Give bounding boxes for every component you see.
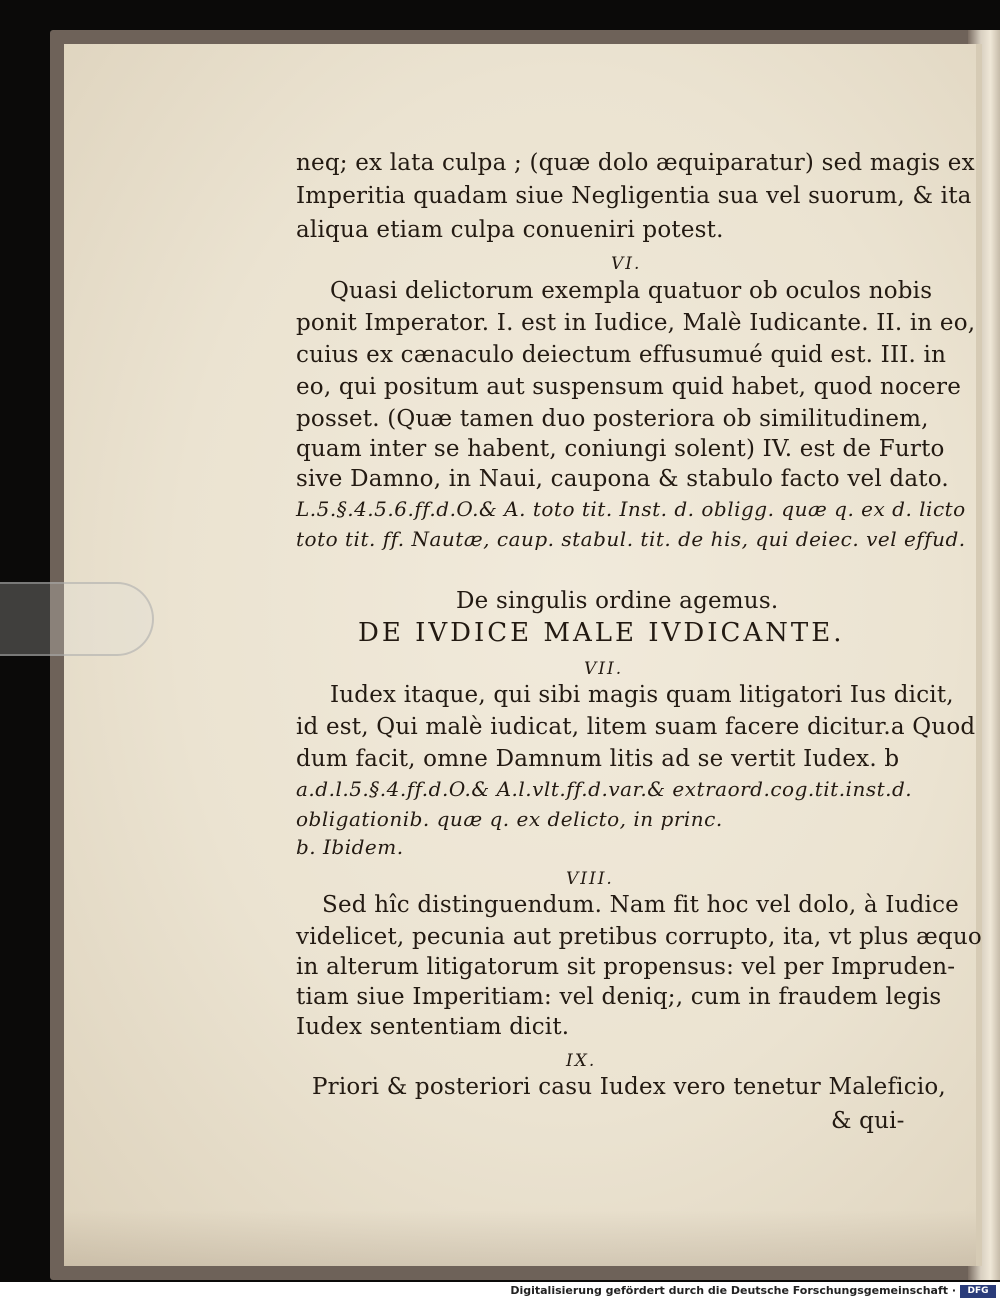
citation-line: obligationib. quæ q. ex delicto, in princ. bbox=[296, 807, 723, 831]
section-number: VII. bbox=[584, 659, 624, 679]
page-shadow bbox=[64, 1210, 976, 1266]
citation-line: a.d.l.5.§.4.ff.d.O.& A.l.vlt.ff.d.var.& extraord.cog.tit.inst.d. bbox=[296, 777, 913, 801]
text-line: dum facit, omne Damnum litis ad se vertit Iudex. b bbox=[296, 746, 900, 772]
text-line: videlicet, pecunia aut pretibus corrupto, ita, vt plus æquo bbox=[296, 924, 982, 950]
text-line: Sed hîc distinguendum. Nam fit hoc vel dolo, à Iudice bbox=[322, 892, 959, 918]
citation-line: toto tit. ff. Nautæ, caup. stabul. tit. de his, qui deiec. vel effud. bbox=[296, 527, 966, 551]
citation-line: L.5.§.4.5.6.ff.d.O.& A. toto tit. Inst. d. obligg. quæ q. ex d. licto bbox=[296, 497, 966, 521]
section-number: VI. bbox=[611, 254, 642, 274]
catchword: & qui- bbox=[831, 1108, 905, 1134]
text-line: posset. (Quæ tamen duo posteriora ob similitudinem, bbox=[296, 406, 929, 432]
text-line: ponit Imperator. I. est in Iudice, Malè Iudicante. II. in eo, bbox=[296, 310, 976, 336]
text-line: id est, Qui malè iudicat, litem suam facere dicitur.a Quod bbox=[296, 714, 976, 740]
section-number: IX. bbox=[566, 1051, 597, 1071]
text-line: Imperitia quadam siue Negligentia sua vel suorum, & ita bbox=[296, 183, 972, 209]
text-line: aliqua etiam culpa conueniri potest. bbox=[296, 217, 724, 243]
footer-bar bbox=[0, 1282, 1000, 1301]
section-number: VIII. bbox=[566, 869, 614, 889]
text-line: tiam siue Imperitiam: vel deniq;, cum in fraudem legis bbox=[296, 984, 942, 1010]
text-line: in alterum litigatorum sit propensus: vel per Impruden- bbox=[296, 954, 956, 980]
text-line: Iudex sententiam dicit. bbox=[296, 1014, 570, 1040]
text-line: neq; ex lata culpa ; (quæ dolo æquiparatur) sed magis ex bbox=[296, 150, 975, 176]
chapter-heading: DE IVDICE MALE IVDICANTE. bbox=[358, 618, 845, 648]
dfg-logo: DFG bbox=[960, 1285, 996, 1298]
text-line: quam inter se habent, coniungi solent) IV. est de Furto bbox=[296, 436, 945, 462]
text-line: Iudex itaque, qui sibi magis quam litigatori Ius dicit, bbox=[330, 682, 954, 708]
text-line: eo, qui positum aut suspensum quid habet, quod nocere bbox=[296, 374, 961, 400]
text-line: Priori & posteriori casu Iudex vero tenetur Maleficio, bbox=[312, 1074, 946, 1100]
text-line: sive Damno, in Naui, caupona & stabulo facto vel dato. bbox=[296, 466, 949, 492]
funding-credit: Digitalisierung gefördert durch die Deutsche Forschungsgemeinschaft · bbox=[510, 1284, 956, 1297]
citation-line: b. Ibidem. bbox=[296, 835, 404, 859]
text-line: Quasi delictorum exempla quatuor ob oculos nobis bbox=[330, 278, 933, 304]
text-line: cuius ex cænaculo deiectum effusumué quid est. III. in bbox=[296, 342, 947, 368]
transparent-page-holder bbox=[0, 582, 154, 656]
text-line: De singulis ordine agemus. bbox=[456, 588, 779, 614]
